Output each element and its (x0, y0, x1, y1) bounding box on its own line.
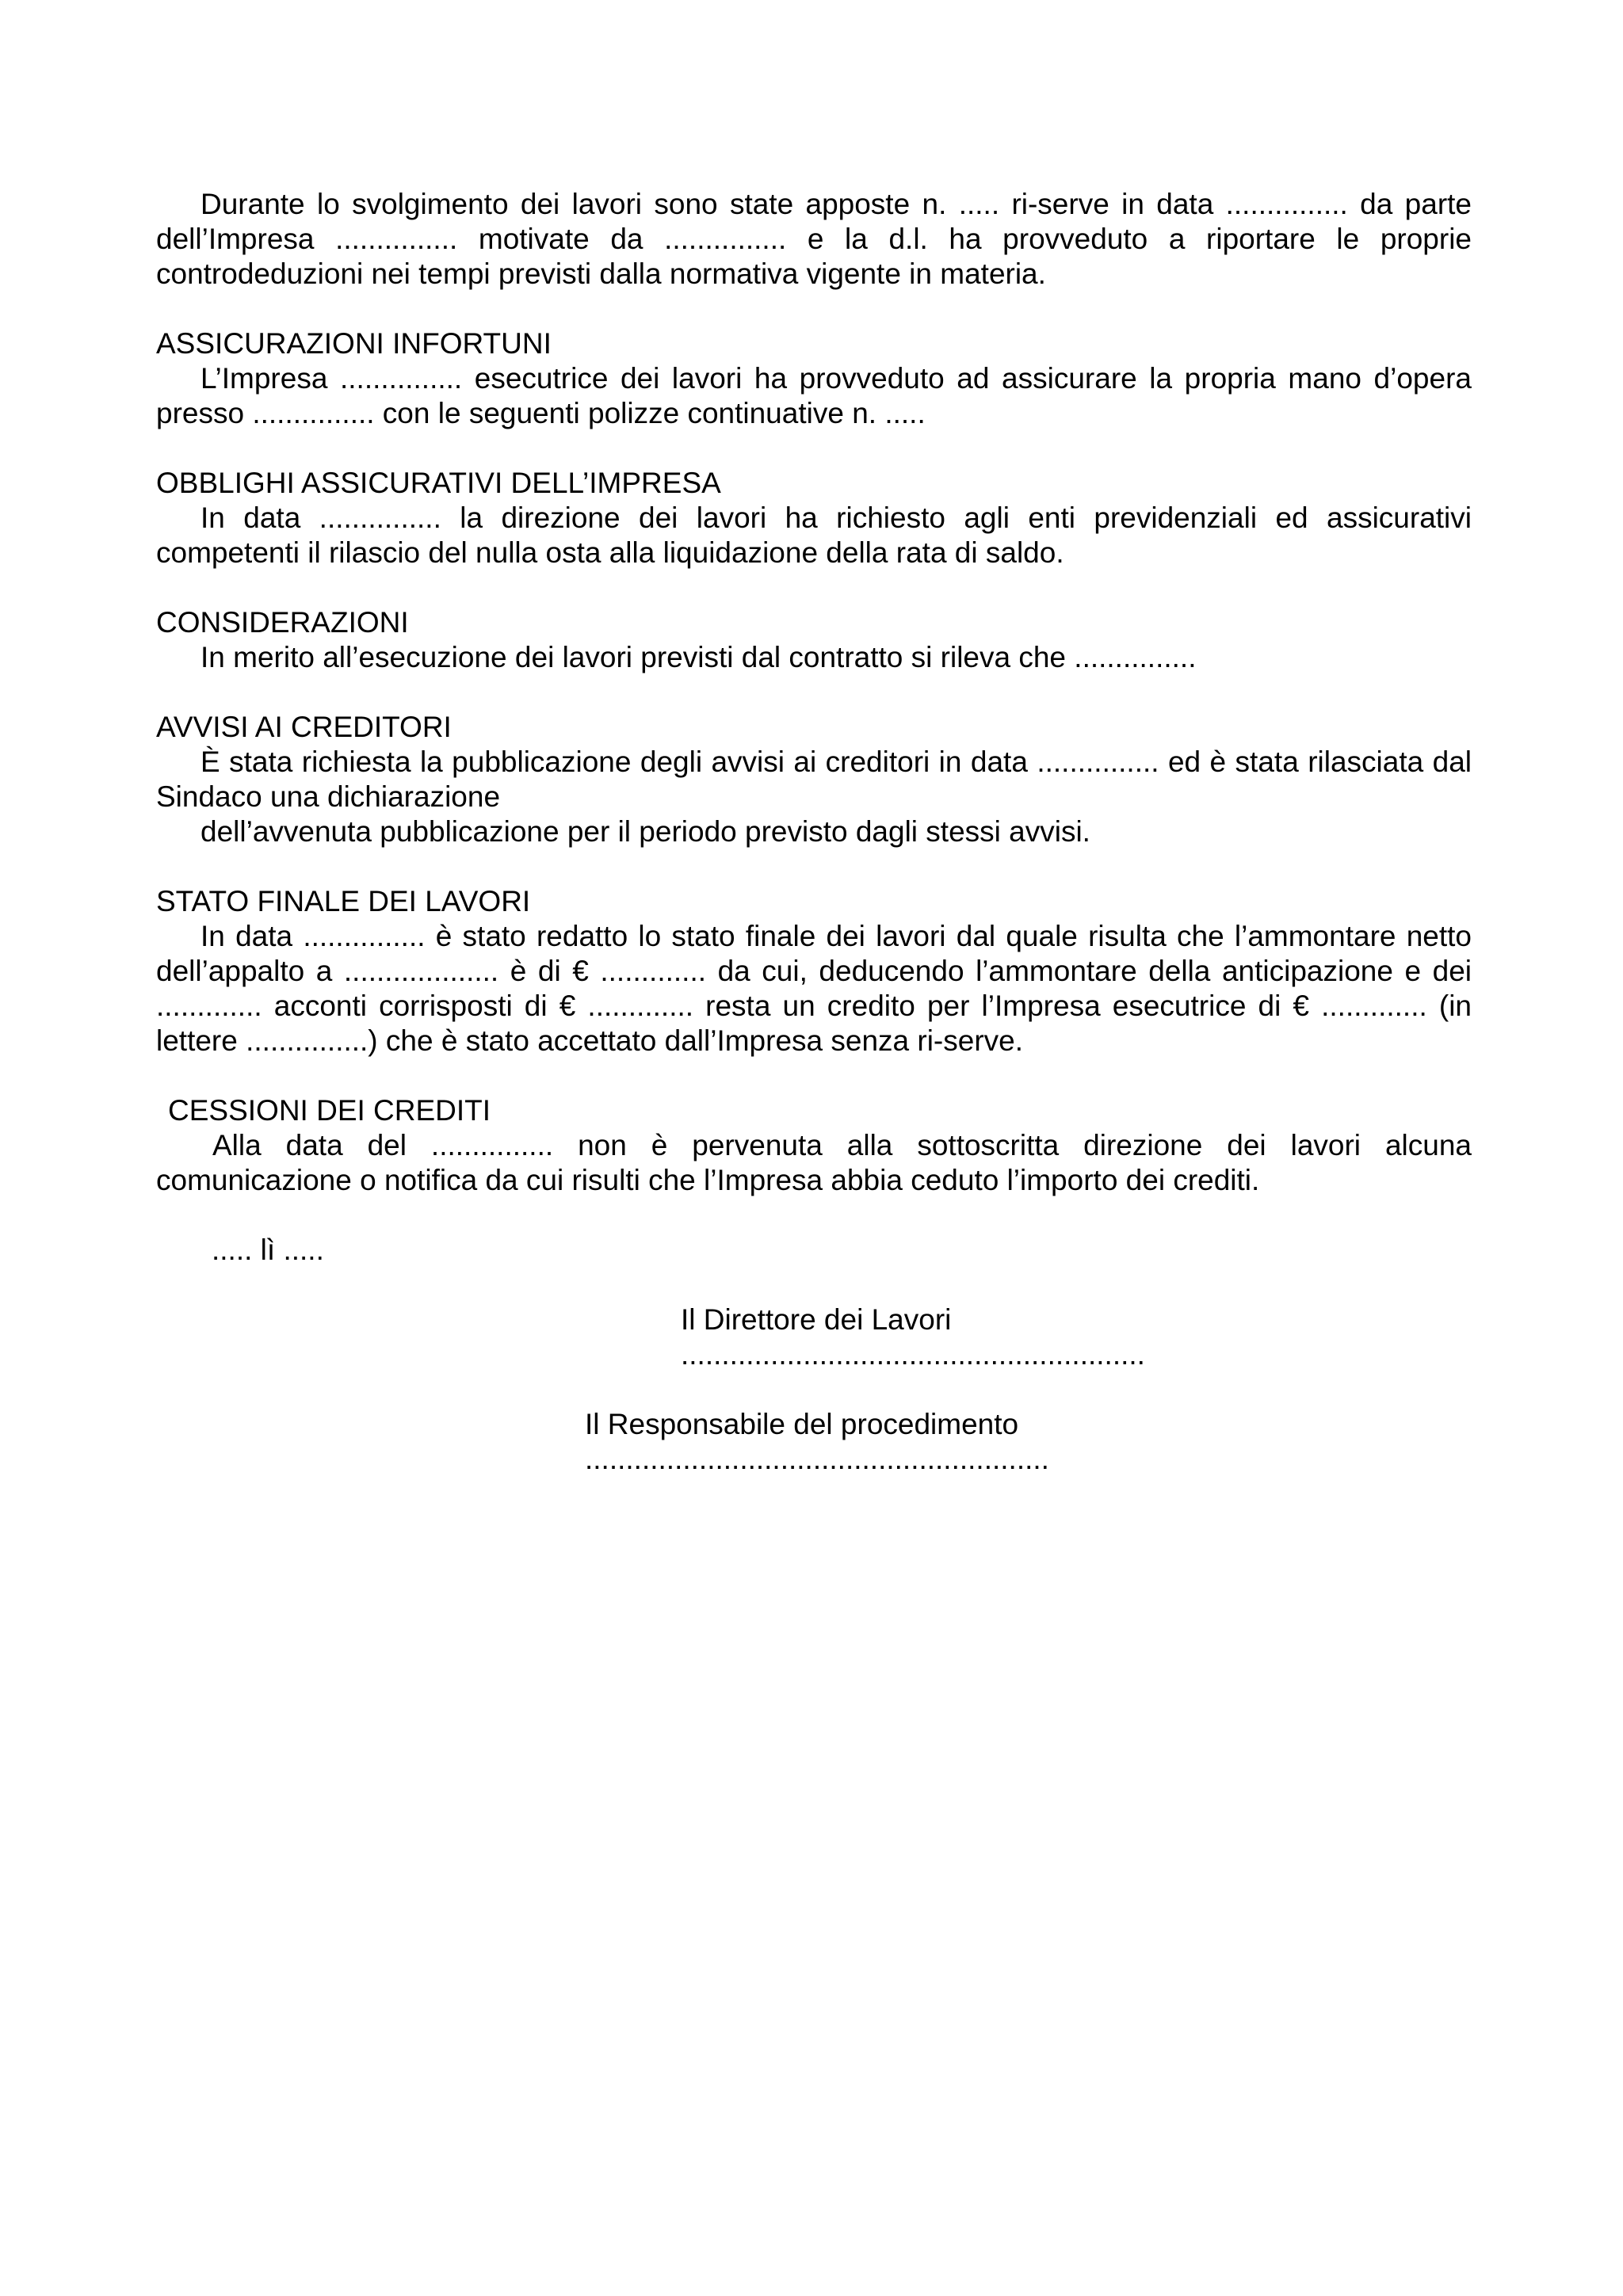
signature-director (156, 1302, 1472, 1372)
document-page (156, 187, 1472, 1477)
director-title: Il Direttore dei Lavori (681, 1303, 952, 1336)
spacer (156, 1198, 1472, 1233)
section-avvisi-ai-creditori (156, 710, 1472, 849)
section-considerazioni (156, 605, 1472, 675)
section-body-continued: dell’avvenuta pubblicazione per il periodo previsto dagli stessi avvisi. (200, 815, 1090, 848)
spacer (156, 1372, 1472, 1407)
section-assicurazioni-infortuni (156, 326, 1472, 431)
section-obblighi-assicurativi (156, 466, 1472, 570)
section-heading: OBBLIGHI ASSICURATIVI DELL’IMPRESA (156, 467, 721, 499)
section-body: L’Impresa ............... esecutrice dei lavori ha provveduto ad assicurare la propria mano d’opera presso ............... con le seguenti polizze continuative n. ..... (156, 362, 1472, 429)
section-body: È stata richiesta la pubblicazione degli avvisi ai creditori in data ............... ed è stata rilasciata dal Sindaco una dichiarazione (156, 746, 1472, 813)
signature-responsible (156, 1407, 1472, 1477)
spacer (156, 849, 1472, 884)
intro-paragraph: Durante lo svolgimento dei lavori sono state apposte n. ..... ri-serve in data ............... da parte dell’Impresa ............... motivate da ............... e la d.l. ha provveduto a riportare le proprie controdeduzioni nei tempi previsti dalla normativa vigente in materia. (156, 188, 1472, 290)
section-stato-finale (156, 884, 1472, 1058)
section-cessioni-dei-crediti (156, 1093, 1472, 1198)
section-body: In merito all’esecuzione dei lavori previsti dal contratto si rileva che ............... (200, 641, 1197, 673)
section-body: In data ............... la direzione dei lavori ha richiesto agli enti previdenziali ed assicurativi competenti il rilascio del nulla osta alla liquidazione della rata di saldo. (156, 502, 1472, 569)
spacer (156, 1058, 1472, 1093)
section-heading: ASSICURAZIONI INFORTUNI (156, 327, 552, 360)
responsible-signature-line: ......................................................... (585, 1443, 1049, 1475)
section-heading: CONSIDERAZIONI (156, 606, 409, 639)
section-body: In data ............... è stato redatto lo stato finale dei lavori dal quale risulta che l’ammontare netto dell’appalto a ................... è di € ............. da cui, deducendo l’ammontare della anticipazione e dei ............. acconti corrisposti di € ............. resta un credito per l’Impresa esecutrice di € ............. (in lettere ...............) che è stato accettato dall’Impresa senza ri-serve. (156, 920, 1472, 1057)
section-heading: STATO FINALE DEI LAVORI (156, 885, 531, 917)
section-heading: CESSIONI DEI CREDITI (168, 1094, 491, 1127)
spacer (156, 675, 1472, 710)
spacer (156, 292, 1472, 326)
spacer (156, 1268, 1472, 1302)
spacer (156, 431, 1472, 466)
spacer (156, 570, 1472, 605)
place-date: ..... lì ..... (212, 1234, 324, 1266)
responsible-title: Il Responsabile del procedimento (585, 1408, 1019, 1440)
section-heading: AVVISI AI CREDITORI (156, 711, 452, 743)
director-signature-line: ......................................................... (681, 1338, 1145, 1371)
section-body: Alla data del ............... non è pervenuta alla sottoscritta direzione dei lavori alcuna comunicazione o notifica da cui risulti che l’Impresa abbia ceduto l’importo dei crediti. (156, 1129, 1472, 1196)
